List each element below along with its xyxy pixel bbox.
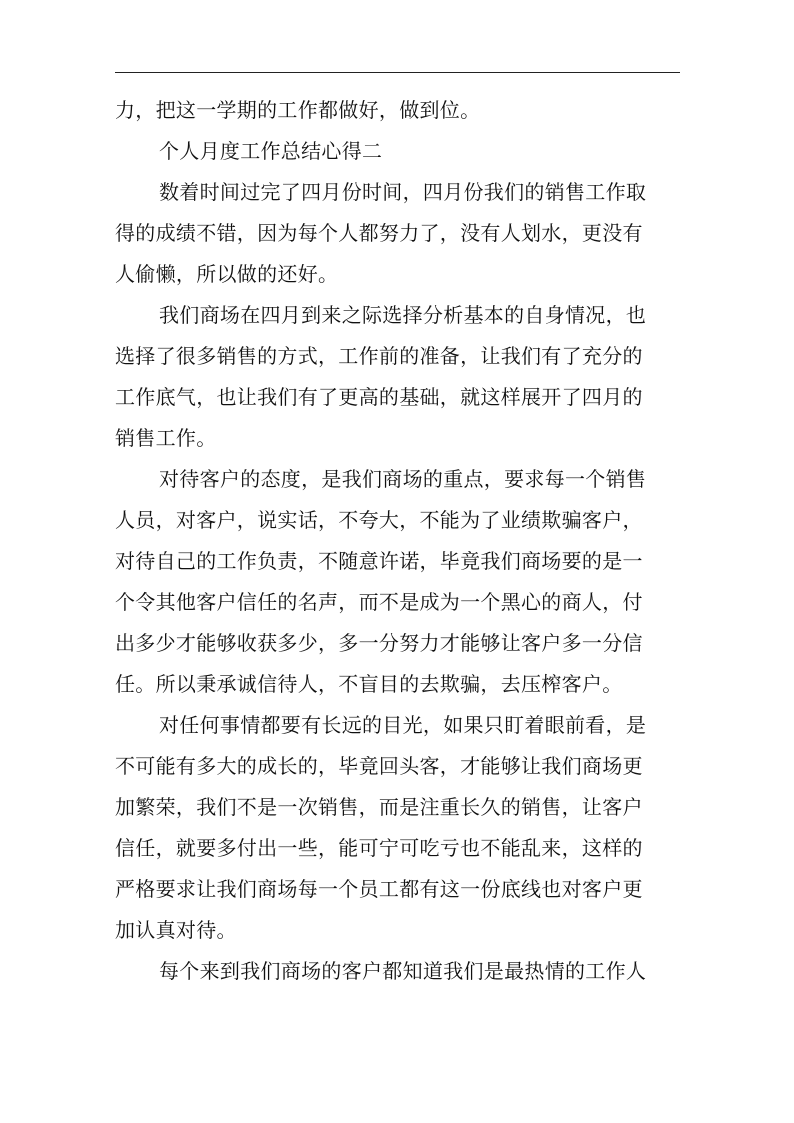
text-line: 对任何事情都要有长远的目光，如果只盯着眼前看，是	[159, 713, 647, 737]
text-line: 出多少才能够收获多少，多一分努力才能够让客户多一分信	[115, 631, 643, 655]
text-line: 人偷懒，所以做的还好。	[115, 262, 339, 286]
text-line: 得的成绩不错，因为每个人都努力了，没有人划水，更没有	[115, 221, 643, 245]
text-line: 信任，就要多付出一些，能可宁可吃亏也不能乱来，这样的	[115, 836, 643, 860]
text-line: 人员，对客户，说实话，不夸大，不能为了业绩欺骗客户，	[115, 508, 643, 532]
text-line: 选择了很多销售的方式，工作前的准备，让我们有了充分的	[115, 344, 643, 368]
text-line: 我们商场在四月到来之际选择分析基本的自身情况，也	[159, 303, 647, 327]
text-line: 对待自己的工作负责，不随意许诺，毕竟我们商场要的是一	[115, 549, 643, 573]
text-line: 任。所以秉承诚信待人，不盲目的去欺骗，去压榨客户。	[115, 672, 623, 696]
text-line: 工作底气，也让我们有了更高的基础，就这样展开了四月的	[115, 385, 643, 409]
text-line: 销售工作。	[115, 426, 217, 450]
text-line: 加认真对待。	[115, 918, 237, 942]
text-line: 每个来到我们商场的客户都知道我们是最热情的工作人	[159, 959, 647, 983]
header-rule	[115, 72, 680, 73]
text-line: 不可能有多大的成长的，毕竟回头客，才能够让我们商场更	[115, 754, 643, 778]
body-text	[115, 90, 675, 992]
text-line: 数着时间过完了四月份时间，四月份我们的销售工作取	[159, 180, 647, 204]
text-line: 加繁荣，我们不是一次销售，而是注重长久的销售，让客户	[115, 795, 643, 819]
text-line: 严格要求让我们商场每一个员工都有这一份底线也对客户更	[115, 877, 643, 901]
text-line: 力，把这一学期的工作都做好，做到位。	[115, 98, 481, 122]
text-line: 个令其他客户信任的名声，而不是成为一个黑心的商人，付	[115, 590, 643, 614]
text-line: 对待客户的态度，是我们商场的重点，要求每一个销售	[159, 467, 647, 491]
text-line: 个人月度工作总结心得二	[159, 139, 383, 163]
